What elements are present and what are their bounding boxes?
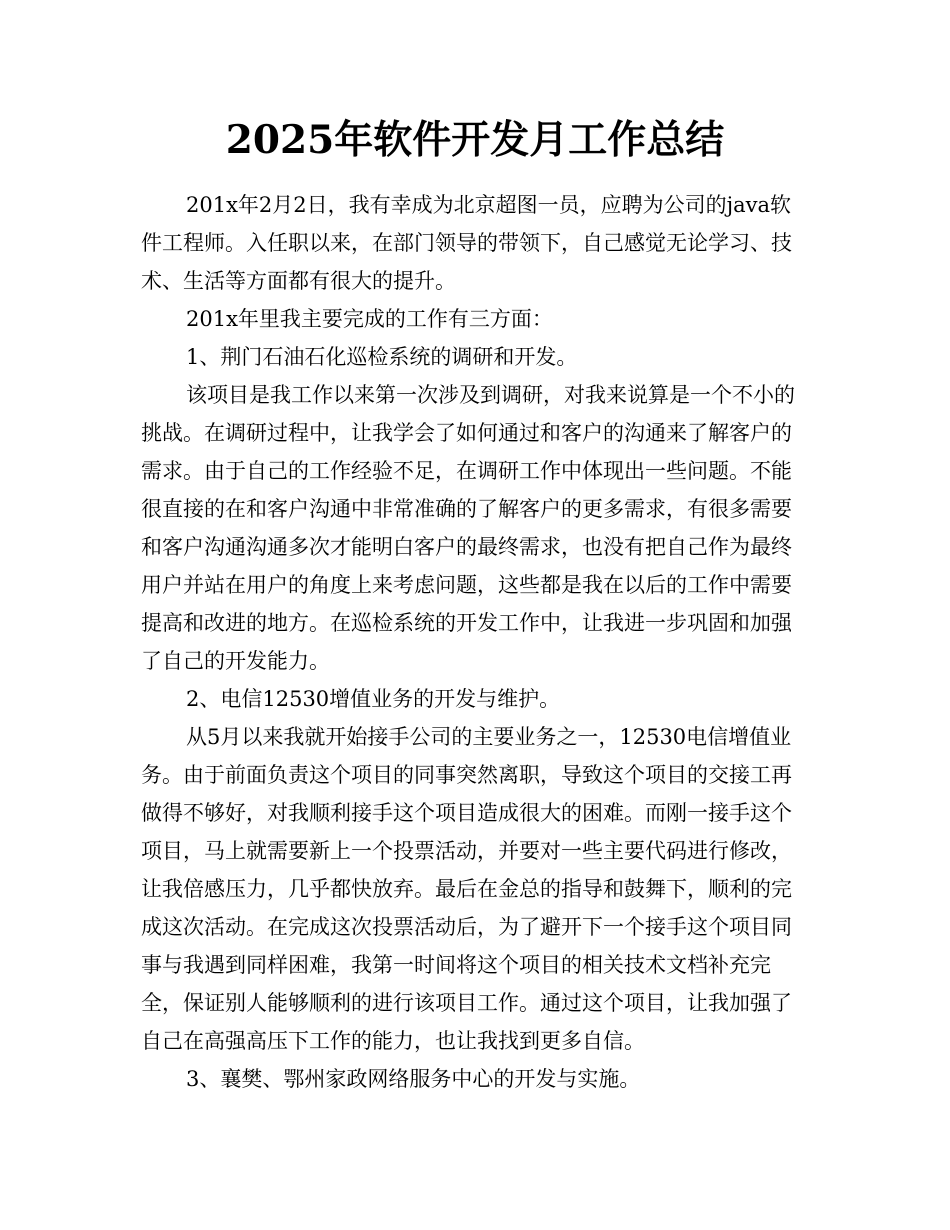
paragraph-item-1-heading: 1、荆门石油石化巡检系统的调研和开发。 [186, 345, 578, 369]
paragraph-item-2-heading: 2、电信12530增值业务的开发与维护。 [186, 687, 561, 711]
document-title: 2025年软件开发月工作总结 [225, 117, 725, 163]
paragraph-item-2-body: 从5月以来我就开始接手公司的主要业务之一，12530电信增值业务。由于前面负责这个项目的同事突然离职，导致这个项目的交接工再做得不够好，对我顺利接手这个项目造成很大的困难。而刚一接手这个项目，马上就需要新上一个投票活动，并要对一些主要代码进行修改，让我倍感压力，几乎都快放弃。最后在金总的指导和鼓舞下，顺利的完成这次活动。在完成这次投票活动后，为了避开下一个接手这个项目同事与我遇到同样困难，我第一时间将这个项目的相关技术文档补充完全，保证别人能够顺利的进行该项目工作。通过这个项目，让我加强了自己在高强高压下工作的能力，也让我找到更多自信。 [141, 725, 792, 1053]
paragraph-summary-heading: 201x年里我主要完成的工作有三方面： [186, 307, 553, 331]
document-body [141, 186, 811, 1098]
paragraph-intro: 201x年2月2日，我有幸成为北京超图一员，应聘为公司的java软件工程师。入任职以来，在部门领导的带领下，自己感觉无论学习、技术、生活等方面都有很大的提升。 [141, 193, 792, 293]
paragraph-item-3-heading: 3、襄樊、鄂州家政网络服务中心的开发与实施。 [186, 1067, 641, 1091]
paragraph-item-1-body: 该项目是我工作以来第一次涉及到调研，对我来说算是一个不小的挑战。在调研过程中，让我学会了如何通过和客户的沟通来了解客户的需求。由于自己的工作经验不足，在调研工作中体现出一些问题。不能很直接的在和客户沟通中非常准确的了解客户的更多需求，有很多需要和客户沟通沟通多次才能明白客户的最终需求，也没有把自己作为最终用户并站在用户的角度上来考虑问题，这些都是我在以后的工作中需要提高和改进的地方。在巡检系统的开发工作中，让我进一步巩固和加强了自己的开发能力。 [141, 383, 795, 673]
